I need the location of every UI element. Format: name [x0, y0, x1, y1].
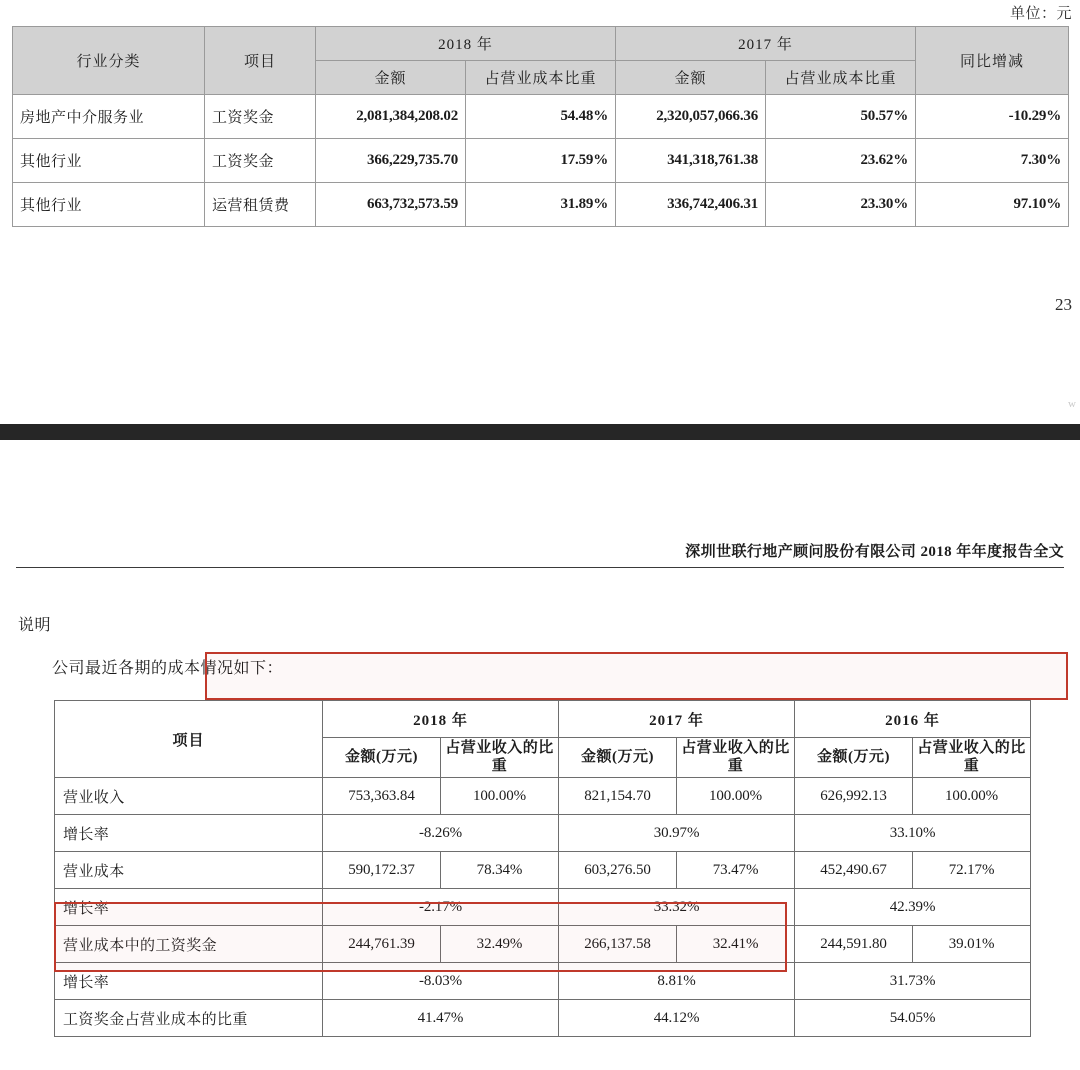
cell-value-2016: 31.73%: [795, 963, 1031, 1000]
cell-item: 工资奖金: [205, 95, 316, 139]
table-row: [13, 95, 1069, 139]
header-ratio-2017: 占营业成本比重: [766, 61, 916, 95]
page-number: 23: [1055, 295, 1072, 314]
cell-ratio-2018: 54.48%: [466, 95, 616, 139]
table-row-highlighted: [13, 183, 1069, 227]
cell-amount-2017: 603,276.50: [559, 852, 677, 889]
header-amount-2016: 金额(万元): [795, 738, 913, 778]
cell-yoy: 7.30%: [916, 139, 1069, 183]
table-header-row-top: [55, 701, 1031, 738]
table-row: [55, 778, 1031, 815]
cell-amount-2016: 626,992.13: [795, 778, 913, 815]
header-ratio-2018: 占营业成本比重: [466, 61, 616, 95]
running-header: 深圳世联行地产顾问股份有限公司 2018 年年度报告全文: [16, 540, 1064, 568]
scanned-page-two: [0, 440, 1080, 1070]
cell-ratio-2016: 100.00%: [913, 778, 1031, 815]
cell-ratio-2017: 23.62%: [766, 139, 916, 183]
cell-value-2018: 41.47%: [323, 1000, 559, 1037]
cell-amount-2018: 753,363.84: [323, 778, 441, 815]
table-row: [55, 1000, 1031, 1037]
cost-summary-table: [54, 700, 1031, 1037]
cell-industry: 其他行业: [13, 183, 205, 227]
cell-amount-2018: 663,732,573.59: [316, 183, 466, 227]
cell-value-2016: 33.10%: [795, 815, 1031, 852]
cell-ratio-2017: 32.41%: [677, 926, 795, 963]
cell-amount-2018: 366,229,735.70: [316, 139, 466, 183]
cell-amount-2017: 341,318,761.38: [616, 139, 766, 183]
row-label: 工资奖金占营业成本的比重: [55, 1000, 323, 1037]
row-label: 营业成本: [55, 852, 323, 889]
page-separator-bar: [0, 424, 1080, 440]
row-label: 增长率: [55, 815, 323, 852]
header-year-2017: 2017 年: [559, 701, 795, 738]
cell-ratio-2018: 17.59%: [466, 139, 616, 183]
cell-ratio-2018: 31.89%: [466, 183, 616, 227]
cell-value-2017: 8.81%: [559, 963, 795, 1000]
table-row-highlighted: [55, 889, 1031, 926]
header-year-2018: 2018 年: [316, 27, 616, 61]
header-ratio-2017: 占营业收入的比重: [677, 738, 795, 778]
cell-industry: 房地产中介服务业: [13, 95, 205, 139]
cell-value-2017: 44.12%: [559, 1000, 795, 1037]
cell-ratio-2017: 73.47%: [677, 852, 795, 889]
table-row: [13, 139, 1069, 183]
cost-by-industry-table: [12, 26, 1069, 227]
unit-label: 单位：元: [1009, 6, 1072, 22]
cell-ratio-2017: 50.57%: [766, 95, 916, 139]
table-row: [55, 963, 1031, 1000]
cell-value-2018: -8.03%: [323, 963, 559, 1000]
row-label: 增长率: [55, 889, 323, 926]
header-yoy: 同比增减: [916, 27, 1069, 95]
header-year-2016: 2016 年: [795, 701, 1031, 738]
cell-amount-2016: 244,591.80: [795, 926, 913, 963]
header-industry: 行业分类: [13, 27, 205, 95]
scanned-page-one: [0, 0, 1080, 424]
table-row-highlighted: [55, 852, 1031, 889]
cell-amount-2017: 266,137.58: [559, 926, 677, 963]
faint-watermark-fragment: w: [1068, 398, 1076, 410]
header-ratio-2016: 占营业收入的比重: [913, 738, 1031, 778]
cell-amount-2018: 2,081,384,208.02: [316, 95, 466, 139]
cell-ratio-2018: 78.34%: [441, 852, 559, 889]
cell-ratio-2018: 100.00%: [441, 778, 559, 815]
row-label: 营业收入: [55, 778, 323, 815]
header-amount-2018: 金额(万元): [323, 738, 441, 778]
cell-industry: 其他行业: [13, 139, 205, 183]
table-header-row-top: [13, 27, 1069, 61]
cell-ratio-2018: 32.49%: [441, 926, 559, 963]
cell-value-2016: 54.05%: [795, 1000, 1031, 1037]
cell-value-2017: 30.97%: [559, 815, 795, 852]
header-ratio-2018: 占营业收入的比重: [441, 738, 559, 778]
cell-item: 工资奖金: [205, 139, 316, 183]
row-label: 营业成本中的工资奖金: [55, 926, 323, 963]
header-amount-2017: 金额(万元): [559, 738, 677, 778]
row-label: 增长率: [55, 963, 323, 1000]
header-item: 项目: [55, 701, 323, 778]
cell-value-2018: -8.26%: [323, 815, 559, 852]
cell-ratio-2017: 23.30%: [766, 183, 916, 227]
cell-amount-2018: 590,172.37: [323, 852, 441, 889]
cell-ratio-2016: 39.01%: [913, 926, 1031, 963]
table-row: [55, 926, 1031, 963]
cell-value-2016: 42.39%: [795, 889, 1031, 926]
cell-yoy: 97.10%: [916, 183, 1069, 227]
header-year-2018: 2018 年: [323, 701, 559, 738]
cell-amount-2017: 336,742,406.31: [616, 183, 766, 227]
header-item: 项目: [205, 27, 316, 95]
intro-paragraph: 公司最近各期的成本情况如下：: [52, 660, 284, 677]
cell-value-2018: -2.17%: [323, 889, 559, 926]
section-title: 说明: [18, 617, 52, 634]
cell-amount-2017: 821,154.70: [559, 778, 677, 815]
header-amount-2018: 金额: [316, 61, 466, 95]
cell-ratio-2016: 72.17%: [913, 852, 1031, 889]
cell-item: 运营租赁费: [205, 183, 316, 227]
cell-amount-2017: 2,320,057,066.36: [616, 95, 766, 139]
cell-value-2017: 33.32%: [559, 889, 795, 926]
header-year-2017: 2017 年: [616, 27, 916, 61]
cell-amount-2018: 244,761.39: [323, 926, 441, 963]
cell-yoy: -10.29%: [916, 95, 1069, 139]
cell-ratio-2017: 100.00%: [677, 778, 795, 815]
table-row: [55, 815, 1031, 852]
header-amount-2017: 金额: [616, 61, 766, 95]
cell-amount-2016: 452,490.67: [795, 852, 913, 889]
